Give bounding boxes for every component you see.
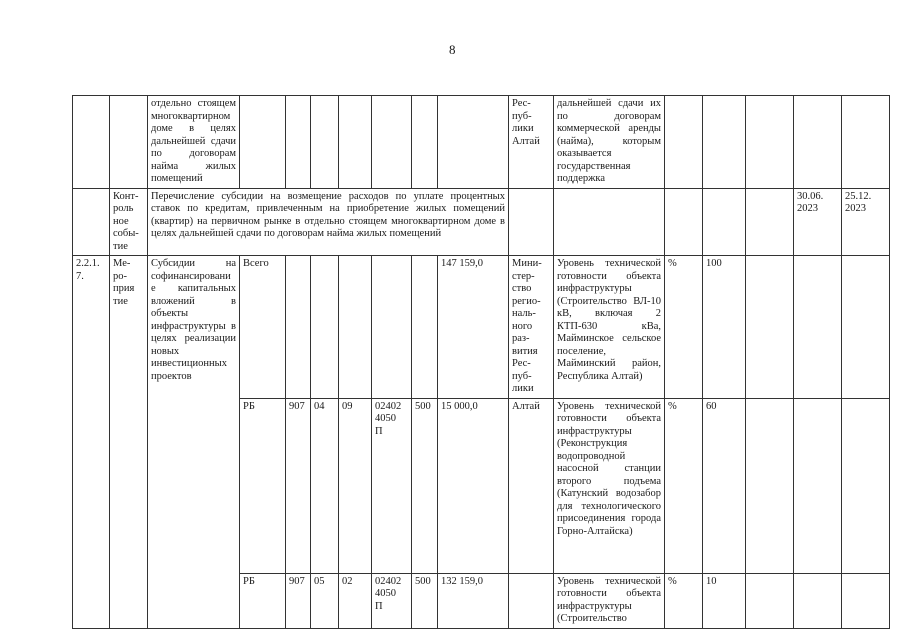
rz-cell: 05 (311, 573, 339, 628)
extra-cell (746, 96, 794, 189)
indicator-cell: дальнейшей сдачи их по договорам коммерческой аренды (найма), которым оказывается государственная поддержка (554, 96, 665, 189)
date-start-cell (794, 96, 842, 189)
indicator-cell (554, 188, 665, 256)
num-cell (73, 188, 110, 256)
vr-cell: 500 (412, 573, 438, 628)
amount-cell: 132 159,0 (438, 573, 509, 628)
num-cell: 2.2.1. 7. (73, 256, 110, 629)
indicator-cell: Уровень технической готовности объекта инфраструктуры (Строительство ВЛ-10 кВ, включая 2 КТП-630 кВа, Майминское сельское поселение, Майминский район, Республика Алтай) (554, 256, 665, 399)
date-start-cell (794, 256, 842, 399)
grbs-cell: 907 (286, 573, 311, 628)
date-end-cell (842, 398, 890, 573)
unit-cell (665, 96, 703, 189)
executor-cell: Рес- пуб- лики Алтай (509, 96, 554, 189)
extra-cell (746, 573, 794, 628)
rz-cell: 04 (311, 398, 339, 573)
csr-cell: 02402 4050 П (372, 573, 412, 628)
date-end-cell (842, 256, 890, 399)
grbs-cell: 907 (286, 398, 311, 573)
table-row (73, 96, 890, 189)
executor-cell (509, 188, 554, 256)
source-cell (240, 96, 286, 189)
pr-cell: 09 (339, 398, 372, 573)
unit-cell: % (665, 398, 703, 573)
type-cell: Конт- роль ное собы- тие (110, 188, 148, 256)
program-table (72, 95, 890, 629)
amount-cell: 147 159,0 (438, 256, 509, 399)
grbs-cell (286, 256, 311, 399)
grbs-cell (286, 96, 311, 189)
unit-cell (665, 188, 703, 256)
num-cell (73, 96, 110, 189)
date-end-cell (842, 573, 890, 628)
type-cell: Ме- ро- прия тие (110, 256, 148, 629)
unit-cell: % (665, 256, 703, 399)
rz-cell (311, 96, 339, 189)
indicator-cell: Уровень технической готовности объекта инфраструктуры (Реконструкция водопроводной насосной станции второго подъема (Катунский водозабор для технологического присоединения города Горно-Алтайска) (554, 398, 665, 573)
executor-cell (509, 573, 554, 628)
value-cell: 60 (703, 398, 746, 573)
csr-cell: 02402 4050 П (372, 398, 412, 573)
control-description-cell: Перечисление субсидии на возмещение расходов по уплате процентных ставок по кредитам, привлеченным на приобретение жилых помещений (квартир) на первичном рынке в отдельно стоящем многоквартирном доме в целях дальнейшей сдачи по договорам найма жилых помещений (148, 188, 509, 256)
date-start-cell (794, 573, 842, 628)
pr-cell (339, 256, 372, 399)
date-end-cell (842, 96, 890, 189)
executor-cell: Алтай (509, 398, 554, 573)
date-start-cell (794, 398, 842, 573)
table-row (73, 256, 890, 399)
csr-cell (372, 256, 412, 399)
amount-cell (438, 96, 509, 189)
value-cell: 10 (703, 573, 746, 628)
source-cell: Всего (240, 256, 286, 399)
extra-cell (746, 256, 794, 399)
vr-cell: 500 (412, 398, 438, 573)
unit-cell: % (665, 573, 703, 628)
pr-cell: 02 (339, 573, 372, 628)
source-cell: РБ (240, 573, 286, 628)
executor-cell: Мини- стер- ство регио- наль- ного раз- вития Рес- пуб- лики (509, 256, 554, 399)
date-end-cell: 25.12. 2023 (842, 188, 890, 256)
value-cell: 100 (703, 256, 746, 399)
extra-cell (746, 188, 794, 256)
date-start-cell: 30.06. 2023 (794, 188, 842, 256)
page-number: 8 (449, 42, 456, 57)
source-cell: РБ (240, 398, 286, 573)
rz-cell (311, 256, 339, 399)
extra-cell (746, 398, 794, 573)
amount-cell: 15 000,0 (438, 398, 509, 573)
pr-cell (339, 96, 372, 189)
name-cell: Субсидии на софинансировани е капитальных вложений в объекты инфраструктуры в целях реализации новых инвестиционных проектов (148, 256, 240, 629)
name-cell: отдельно стоящем многоквартирном доме в целях дальнейшей сдачи по договорам найма жилых помещений (148, 96, 240, 189)
type-cell (110, 96, 148, 189)
vr-cell (412, 96, 438, 189)
vr-cell (412, 256, 438, 399)
value-cell (703, 96, 746, 189)
table-row (73, 188, 890, 256)
indicator-cell: Уровень технической готовности объекта инфраструктуры (Строительство (554, 573, 665, 628)
value-cell (703, 188, 746, 256)
csr-cell (372, 96, 412, 189)
